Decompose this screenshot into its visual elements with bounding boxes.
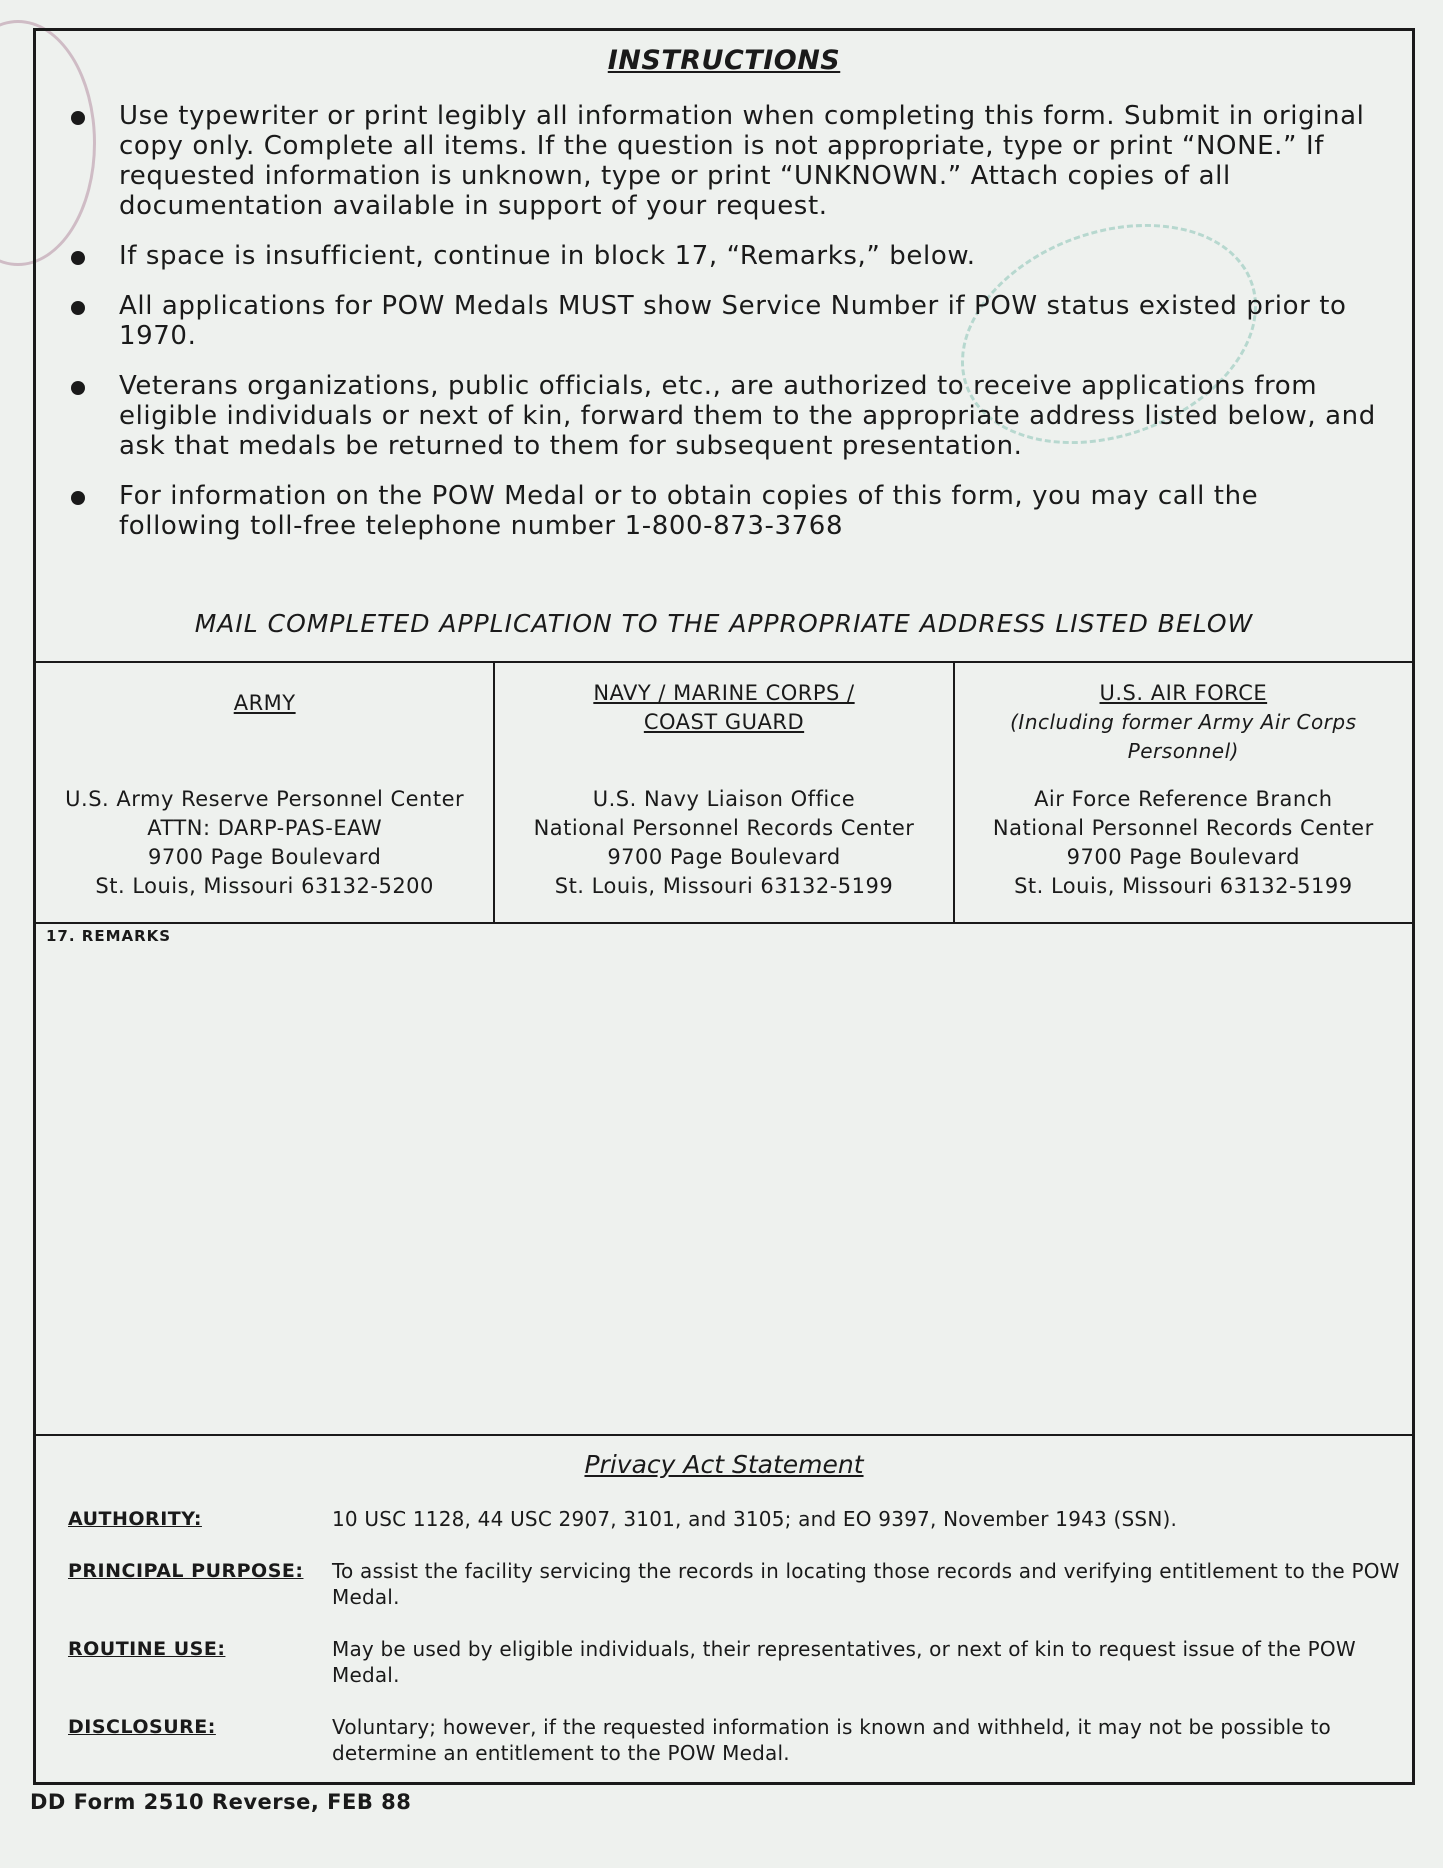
address-line: U.S. Navy Liaison Office xyxy=(592,787,856,811)
instruction-item xyxy=(71,241,1381,271)
address-line: National Personnel Records Center xyxy=(992,816,1374,840)
bullet-icon xyxy=(71,301,85,315)
address-line: 9700 Page Boulevard xyxy=(147,845,382,869)
address-air-force xyxy=(953,663,1412,922)
privacy-title: Privacy Act Statement xyxy=(584,1450,864,1479)
bullet-icon xyxy=(71,251,85,265)
privacy-label: PRINCIPAL PURPOSE: xyxy=(68,1560,304,1582)
address-navy xyxy=(493,663,952,922)
address-line: 9700 Page Boulevard xyxy=(607,845,841,869)
address-line: 9700 Page Boulevard xyxy=(1066,845,1300,869)
instruction-item xyxy=(71,371,1381,461)
privacy-text: May be used by eligible individuals, their representatives, or next of kin to request issue of the POW Medal. xyxy=(332,1637,1356,1687)
privacy-text: Voluntary; however, if the requested information is known and withheld, it may not be possible to determine an entitlement to the POW Medal. xyxy=(332,1715,1331,1765)
privacy-label: DISCLOSURE: xyxy=(68,1716,216,1738)
privacy-text: 10 USC 1128, 44 USC 2907, 3101, and 3105; and EO 9397, November 1943 (SSN). xyxy=(332,1507,1178,1531)
address-army xyxy=(36,663,493,922)
privacy-label: ROUTINE USE: xyxy=(68,1638,226,1660)
address-table xyxy=(36,661,1412,924)
address-heading: U.S. AIR FORCE xyxy=(1099,681,1268,705)
instruction-text: Use typewriter or print legibly all information when completing this form. Submit in original copy only. Complete all items. If the question is not appropriate, type or print “NONE.” If requested information is unknown, type or print “UNKNOWN.” Attach copies of all documentation available in support of your request. xyxy=(119,101,1365,221)
address-line: U.S. Army Reserve Personnel Center xyxy=(65,787,465,811)
mail-heading: MAIL COMPLETED APPLICATION TO THE APPROPRIATE ADDRESS LISTED BELOW xyxy=(194,609,1254,638)
address-line: Air Force Reference Branch xyxy=(1034,787,1333,811)
instruction-text: If space is insufficient, continue in block 17, “Remarks,” below. xyxy=(119,241,976,271)
privacy-label: AUTHORITY: xyxy=(68,1508,202,1530)
address-line: St. Louis, Missouri 63132-5199 xyxy=(1014,874,1353,898)
instruction-text: For information on the POW Medal or to obtain copies of this form, you may call the following toll-free telephone number 1-800-873-3768 xyxy=(119,481,1259,541)
form-number-footer: DD Form 2510 Reverse, FEB 88 xyxy=(30,1790,412,1814)
instruction-item xyxy=(71,481,1381,541)
instruction-item xyxy=(71,291,1381,351)
address-subheading: (Including former Army Air Corps Personnel) xyxy=(1010,710,1357,763)
address-heading: COAST GUARD xyxy=(643,710,805,734)
instruction-text: Veterans organizations, public officials, etc., are authorized to receive applications from eligible individuals or next of kin, forward them to the appropriate address listed below, and ask that medals be returned to them for subsequent presentation. xyxy=(119,371,1376,461)
address-line: St. Louis, Missouri 63132-5199 xyxy=(554,874,894,898)
form-reverse-page xyxy=(33,28,1415,1785)
instruction-item xyxy=(71,101,1381,221)
address-line: St. Louis, Missouri 63132-5200 xyxy=(95,874,434,898)
address-line: ATTN: DARP-PAS-EAW xyxy=(147,816,383,840)
bullet-icon xyxy=(71,111,85,125)
address-line: National Personnel Records Center xyxy=(533,816,915,840)
instruction-text: All applications for POW Medals MUST show Service Number if POW status existed prior to 1970. xyxy=(119,291,1347,351)
bullet-icon xyxy=(71,491,85,505)
instructions-list xyxy=(71,101,1381,561)
instructions-title: INSTRUCTIONS xyxy=(607,45,841,76)
address-heading: NAVY / MARINE CORPS / xyxy=(593,681,855,705)
remarks-label: 17. REMARKS xyxy=(46,927,172,945)
privacy-act-statement xyxy=(36,1434,1412,1782)
privacy-text: To assist the facility servicing the records in locating those records and verifying entitlement to the POW Medal. xyxy=(332,1559,1400,1609)
address-heading: ARMY xyxy=(233,691,296,715)
bullet-icon xyxy=(71,381,85,395)
